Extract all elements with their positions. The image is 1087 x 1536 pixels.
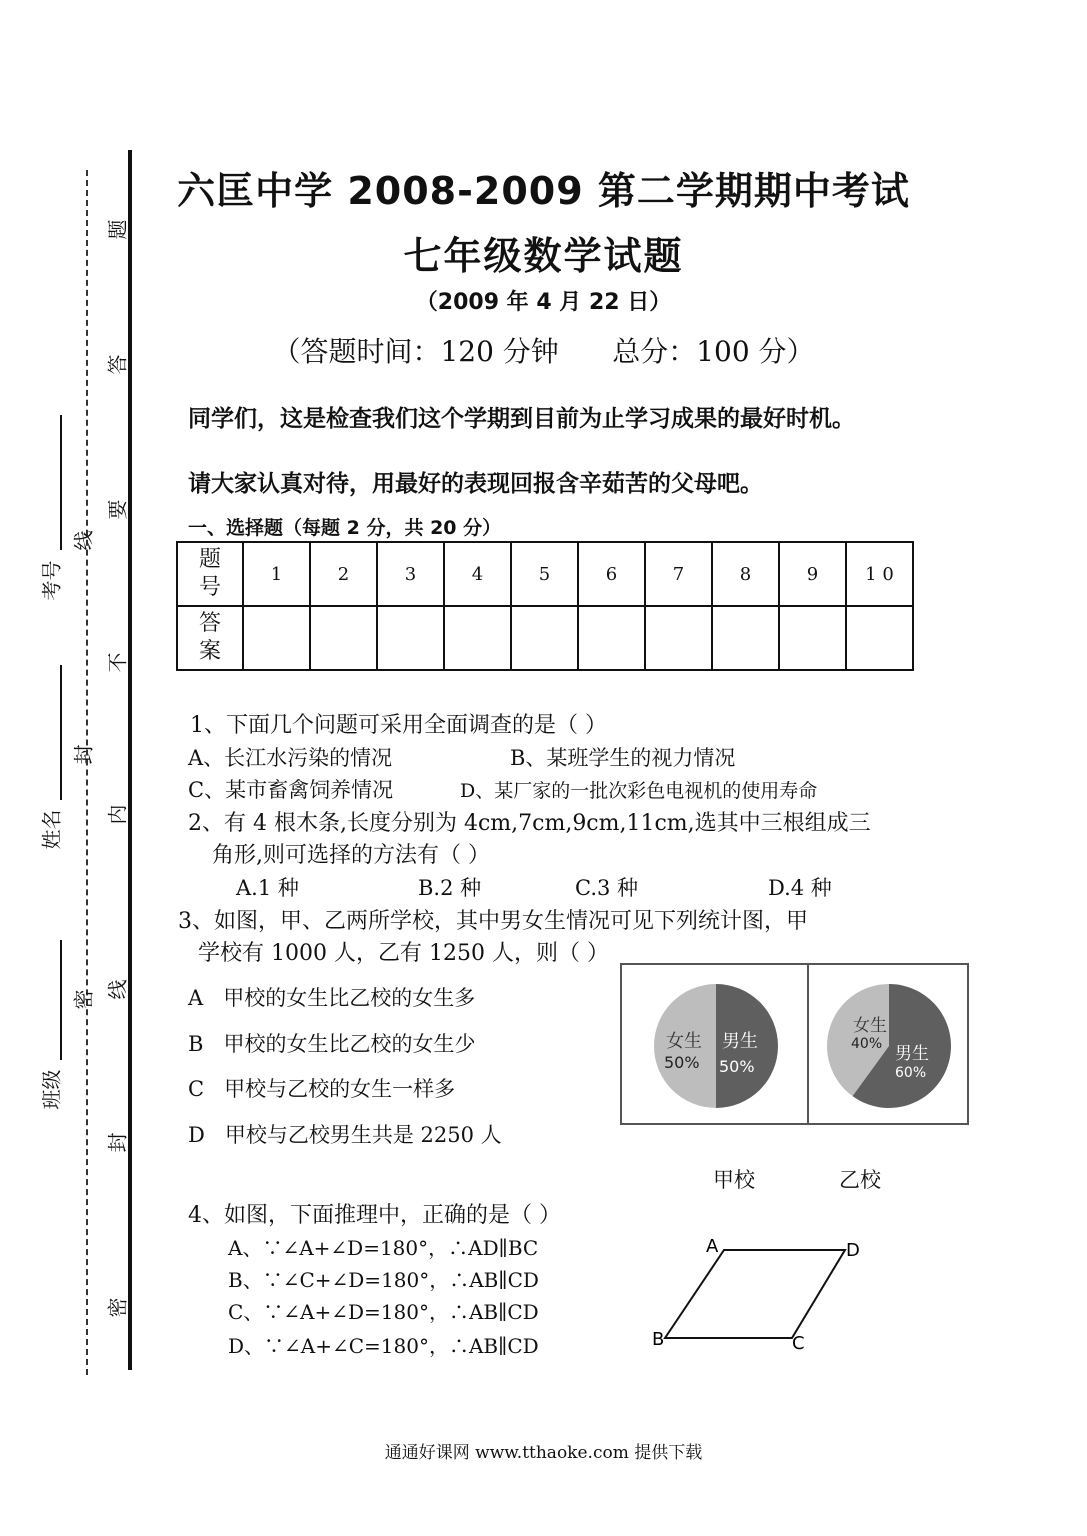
seal-char: 答: [105, 354, 130, 375]
vertex-label-a: A: [706, 1236, 719, 1257]
question-1-stem: 1、下面几个问题可采用全面调查的是（ ）: [190, 713, 607, 738]
answer-cell[interactable]: [444, 606, 511, 670]
seal-char: 封: [105, 1132, 130, 1153]
pie-a-boy-pct: 50%: [719, 1057, 755, 1076]
exam-subtitle: 七年级数学试题: [403, 234, 684, 278]
binding-word: 密: [71, 989, 96, 1010]
question-number-cell: 1: [243, 542, 310, 606]
pie-svg-school-b: [809, 965, 967, 1123]
name-label: 姓名: [39, 809, 64, 850]
pie-chart-school-b: [807, 963, 969, 1125]
answer-cell[interactable]: [846, 606, 913, 670]
pie-svg-school-a: [622, 965, 808, 1123]
exam-number-label: 考号: [39, 560, 64, 601]
intro-line-1: 同学们，这是检查我们这个学期到目前为止学习成果的最好时机。: [188, 406, 855, 432]
pie-b-caption: 乙校: [839, 1168, 881, 1192]
question-3-stem-1: 3、如图，甲、乙两所学校，其中男女生情况可见下列统计图，甲: [178, 909, 808, 934]
class-label: 班级: [39, 1069, 64, 1110]
section-heading: 一、选择题（每题 2 分，共 20 分）: [188, 517, 502, 539]
answer-cell[interactable]: [779, 606, 846, 670]
exam-time-score: （答题时间：120 分钟 总分：100 分）: [272, 335, 815, 368]
seal-char: 要: [105, 499, 130, 520]
question-1-option-b: B、某班学生的视力情况: [510, 746, 736, 770]
question-number-cell: 5: [511, 542, 578, 606]
question-number-cell: 1 0: [846, 542, 913, 606]
pie-b-girl-label: 女生: [853, 1016, 887, 1036]
seal-char: 线: [105, 979, 130, 1000]
question-2-stem-1: 2、有 4 根木条,长度分别为 4cm,7cm,9cm,11cm,选其中三根组成三: [188, 811, 871, 836]
pie-a-girl-label: 女生: [666, 1031, 702, 1052]
vertex-label-c: C: [792, 1333, 805, 1354]
row-label-number: [177, 542, 243, 606]
pie-a-girl-pct: 50%: [664, 1053, 700, 1072]
question-2-option-a: A.1 种: [236, 876, 299, 900]
question-number-cell: 6: [578, 542, 645, 606]
question-1-option-a: A、长江水污染的情况: [188, 746, 393, 770]
question-2-option-c: C.3 种: [575, 876, 639, 900]
pie-b-boy-label: 男生: [895, 1044, 929, 1064]
footer-credit: 通通好课网 www.tthaoke.com 提供下载: [384, 1443, 703, 1463]
question-number-cell: 9: [779, 542, 846, 606]
question-3-option-d: D 甲校与乙校男生共是 2250 人: [188, 1123, 502, 1147]
seal-char: 密: [105, 1297, 130, 1318]
binding-word: 线: [71, 530, 96, 551]
question-number-cell: 8: [712, 542, 779, 606]
question-number-cell: 2: [310, 542, 377, 606]
answer-cell[interactable]: [578, 606, 645, 670]
question-2-option-d: D.4 种: [768, 876, 832, 900]
seal-char: 题: [105, 219, 130, 240]
question-1-option-c: C、某市畜禽饲养情况: [188, 778, 394, 802]
question-4-stem: 4、如图，下面推理中，正确的是（ ）: [188, 1203, 561, 1228]
question-3-option-a: A 甲校的女生比乙校的女生多: [188, 986, 476, 1010]
question-number-cell: 3: [377, 542, 444, 606]
question-1-option-d: D、某厂家的一批次彩色电视机的使用寿命: [460, 780, 818, 802]
question-4-option-b: B、∵∠C+∠D=180°，∴AB∥CD: [228, 1268, 539, 1292]
row-label-number-text: 题号: [198, 547, 221, 600]
vertex-label-d: D: [846, 1240, 860, 1261]
question-number-cell: 4: [444, 542, 511, 606]
answer-cell[interactable]: [645, 606, 712, 670]
answer-cell[interactable]: [243, 606, 310, 670]
row-label-answer: [177, 606, 243, 670]
pie-b-boy-pct: 60%: [895, 1065, 927, 1081]
vertex-label-b: B: [652, 1329, 665, 1350]
question-4-option-a: A、∵∠A+∠D=180°，∴AD∥BC: [228, 1236, 539, 1260]
question-4-option-d: D、∵∠A+∠C=180°，∴AB∥CD: [228, 1334, 539, 1358]
answer-cell[interactable]: [377, 606, 444, 670]
name-field[interactable]: [60, 665, 62, 800]
parallelogram-shape: [665, 1250, 845, 1338]
intro-line-2: 请大家认真对待，用最好的表现回报含辛茹苦的父母吧。: [188, 471, 763, 497]
answer-cell[interactable]: [310, 606, 377, 670]
answer-cell[interactable]: [712, 606, 779, 670]
question-2-option-b: B.2 种: [418, 876, 482, 900]
question-3-option-b: B 甲校的女生比乙校的女生少: [188, 1032, 476, 1056]
answer-cell[interactable]: [511, 606, 578, 670]
class-field[interactable]: [60, 940, 62, 1060]
question-3-stem-2: 学校有 1000 人，乙有 1250 人，则（ ）: [198, 941, 609, 966]
pie-chart-school-a: [620, 963, 810, 1125]
seal-char: 内: [105, 804, 130, 825]
pie-a-caption: 甲校: [713, 1168, 755, 1192]
pie-b-girl-pct: 40%: [851, 1036, 883, 1052]
answer-table: [176, 541, 914, 671]
exam-date: （2009 年 4 月 22 日）: [415, 290, 672, 315]
exam-title: 六匡中学 2008-2009 第二学期期中考试: [177, 169, 910, 213]
question-3-option-c: C 甲校与乙校的女生一样多: [188, 1077, 456, 1101]
pie-a-boy-label: 男生: [722, 1031, 758, 1052]
seal-char: 不: [105, 652, 130, 673]
question-2-stem-2: 角形,则可选择的方法有（ ）: [212, 843, 490, 868]
binding-word: 封: [71, 744, 96, 765]
question-4-option-c: C、∵∠A+∠D=180°，∴AB∥CD: [228, 1300, 539, 1324]
row-label-answer-text: 答案: [198, 611, 221, 664]
question-number-cell: 7: [645, 542, 712, 606]
exam-number-field[interactable]: [60, 415, 62, 550]
parallelogram-figure: [640, 1225, 880, 1355]
